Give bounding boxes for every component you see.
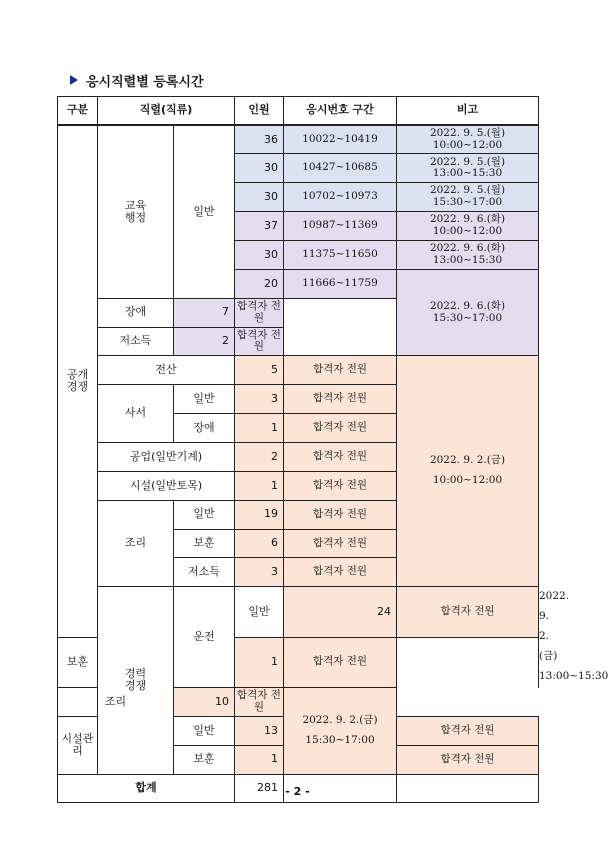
range-cell: 10702~10973 xyxy=(284,183,397,212)
series-industrial-mech: 공업(일반기계) xyxy=(98,442,235,471)
series-cooking: 조리 xyxy=(58,687,174,716)
count-cell: 30 xyxy=(235,183,284,212)
subseries-veterans: 보훈 xyxy=(58,637,98,687)
count-cell: 1 xyxy=(235,745,284,774)
total-count: 281 xyxy=(235,774,284,803)
count-cell: 7 xyxy=(174,298,235,327)
range-cell: 합격자 전원 xyxy=(284,558,397,587)
count-cell: 2 xyxy=(174,327,235,356)
count-cell: 37 xyxy=(235,212,284,241)
series-facility-mgmt: 시설관리 xyxy=(58,716,98,774)
count-cell: 36 xyxy=(235,125,284,154)
range-cell: 합격자 전원 xyxy=(235,687,284,716)
count-cell: 24 xyxy=(284,587,397,637)
subseries-veterans: 보훈 xyxy=(174,529,235,558)
table-row: 경력 경쟁 운전 일반 24 합격자 전원 2022. 9. 2.(금) 13:00~15:30 xyxy=(58,587,539,637)
group-open-competition: 공개 경쟁 xyxy=(58,125,98,637)
count-cell: 1 xyxy=(235,471,284,500)
count-cell: 20 xyxy=(235,269,284,298)
subseries-general: 일반 xyxy=(174,500,235,529)
subseries-low-income: 저소득 xyxy=(174,558,235,587)
range-cell: 합격자 전원 xyxy=(284,356,397,385)
note-cell: 2022. 9. 6.(화) 13:00~15:30 xyxy=(397,240,539,269)
count-cell: 1 xyxy=(235,414,284,443)
range-cell: 합격자 전원 xyxy=(284,637,397,687)
range-cell: 10427~10685 xyxy=(284,154,397,183)
subseries-general: 일반 xyxy=(235,587,284,637)
header-range: 응시번호 구간 xyxy=(284,97,397,126)
note-cell: 2022. 9. 2.(금) 15:30~17:00 xyxy=(284,687,397,774)
count-cell: 3 xyxy=(235,558,284,587)
header-count: 인원 xyxy=(235,97,284,126)
note-cell: 2022. 9. 5.(월) 15:30~17:00 xyxy=(397,183,539,212)
total-label: 합계 xyxy=(58,774,235,803)
table-row xyxy=(58,125,539,154)
header-category: 구분 xyxy=(58,97,98,126)
note-cell: 2022. 9. 2.(금) 10:00~12:00 xyxy=(397,356,539,587)
range-cell: 합격자 전원 xyxy=(235,327,284,356)
series-cooking: 조리 xyxy=(98,500,174,587)
series-driving: 운전 xyxy=(174,587,235,688)
note-cell: 2022. 9. 6.(화) 15:30~17:00 xyxy=(397,269,539,356)
count-cell: 19 xyxy=(235,500,284,529)
section-title xyxy=(70,70,204,90)
series-facility-civil: 시설(일반토목) xyxy=(98,471,235,500)
note-cell: 2022. 9. 6.(화) 10:00~12:00 xyxy=(397,212,539,241)
count-cell: 30 xyxy=(235,154,284,183)
subseries-general: 일반 xyxy=(174,125,235,298)
count-cell: 30 xyxy=(235,240,284,269)
range-cell: 합격자 전원 xyxy=(284,529,397,558)
range-cell: 합격자 전원 xyxy=(284,385,397,414)
group-career-competition: 경력 경쟁 xyxy=(98,587,174,774)
subseries-low-income: 저소득 xyxy=(98,327,174,356)
range-cell: 11375~11650 xyxy=(284,240,397,269)
series-librarian: 사서 xyxy=(98,385,174,443)
count-cell: 10 xyxy=(174,687,235,716)
range-cell: 합격자 전원 xyxy=(397,745,539,774)
count-cell: 5 xyxy=(235,356,284,385)
count-cell: 2 xyxy=(235,442,284,471)
header-series: 직렬(직류) xyxy=(98,97,235,126)
section-title-text: 응시직렬별 등록시간 xyxy=(86,74,204,90)
series-computing: 전산 xyxy=(98,356,235,385)
subseries-general: 일반 xyxy=(174,716,235,745)
range-cell: 10987~11369 xyxy=(284,212,397,241)
table-header-row xyxy=(58,97,539,126)
range-cell: 합격자 전원 xyxy=(397,587,539,637)
range-cell: 합격자 전원 xyxy=(284,414,397,443)
range-cell: 합격자 전원 xyxy=(284,471,397,500)
subseries-disabled: 장애 xyxy=(174,414,235,443)
range-cell: 합격자 전원 xyxy=(284,500,397,529)
range-cell: 합격자 전원 xyxy=(235,298,284,327)
note-cell: 2022. 9. 5.(월) 10:00~12:00 xyxy=(397,125,539,154)
count-cell: 13 xyxy=(235,716,284,745)
table-row xyxy=(58,356,539,385)
subseries-general: 일반 xyxy=(174,385,235,414)
triangle-bullet-icon xyxy=(70,75,78,85)
page-number: - 2 - xyxy=(285,785,310,798)
header-note: 비고 xyxy=(397,97,539,126)
count-cell: 3 xyxy=(235,385,284,414)
series-edu-admin: 교육 행정 xyxy=(98,125,174,298)
subseries-disabled: 장애 xyxy=(98,298,174,327)
count-cell: 6 xyxy=(235,529,284,558)
note-cell: 2022. 9. 5.(월) 13:00~15:30 xyxy=(397,154,539,183)
count-cell: 1 xyxy=(235,637,284,687)
range-cell: 11666~11759 xyxy=(284,269,397,298)
subseries-veterans: 보훈 xyxy=(174,745,235,774)
range-cell: 합격자 전원 xyxy=(397,716,539,745)
range-cell: 10022~10419 xyxy=(284,125,397,154)
registration-schedule-table xyxy=(57,96,608,803)
range-cell: 합격자 전원 xyxy=(284,442,397,471)
